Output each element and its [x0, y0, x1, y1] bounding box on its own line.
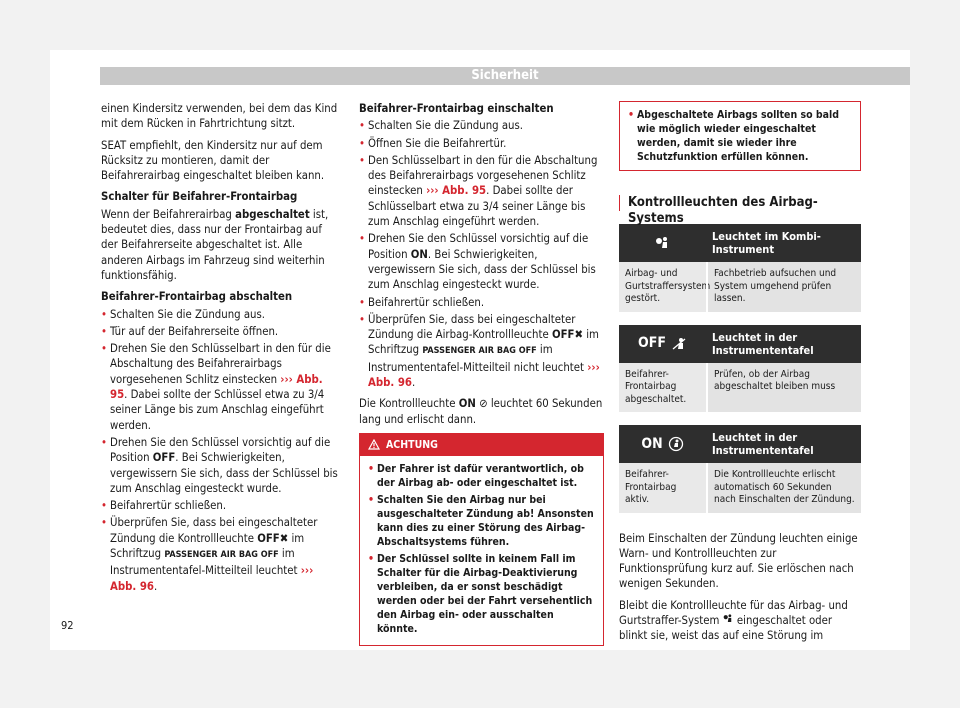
warning-header	[360, 434, 603, 456]
list-item: • Drehen Sie den Schlüssel vorsichtig auf die Position ON. Bei Schwierigkeiten, vergewissern Sie sich, dass der Schlüssel bis zum Anschlag eingesteckt wurde.	[359, 231, 604, 292]
airbag-off-icon: ✖	[279, 531, 289, 545]
warning-item: • Der Schlüssel sollte in keinem Fall im Schalter für die Airbag-Deaktivierung verbleiben, da er sonst beschädigt werden oder bei der Fahrt versehentlich den Airbag ein- oder ausschalten könnte.	[368, 552, 595, 636]
off-symbol: OFF	[152, 451, 176, 465]
list-item: • Drehen Sie den Schlüsselbart in den für die Abschaltung des Beifahrerairbags vorgesehenen Schlitz einstecken ››› Abb. 95. Dabei sollte der Schlüssel etwa zu 3/4 seiner Länge bis zum Anschlag eingeführt werden.	[101, 341, 341, 433]
paragraph: Bleibt die Kontrollleuchte für das Airbag- und Gurtstraffer-System eingeschaltet oder blinkt sie, weist das auf eine Störung im	[619, 598, 848, 643]
list-item: • Den Schlüsselbart in den für die Abschaltung des Beifahrerairbags vorgesehenen Schlitz einstecken ››› Abb. 95. Dabei sollte der Schlüsselbart etwa zu 3/4 seiner Länge bis zum Anschlag eingeführt werden.	[359, 153, 604, 229]
table-cell-condition: Beifahrer-Frontairbag abgeschaltet.	[619, 363, 706, 413]
table-header: Leuchtet in der Instrumententafel	[712, 330, 814, 357]
table-cell-condition: Beifahrer-Frontairbag aktiv.	[619, 463, 706, 513]
passenger-airbag-off-label: PASSENGER AIR BAG OFF	[422, 346, 537, 357]
warning-light-table-1	[619, 224, 861, 312]
page-number: 92	[61, 619, 74, 632]
airbag-on-icon	[668, 436, 684, 452]
step-list	[101, 307, 341, 594]
note-item: • Abgeschaltete Airbags sollten so bald wie möglich wieder eingeschaltet werden, damit sie wieder ihre Schutzfunktion erfüllen können.	[628, 108, 852, 164]
column-3	[619, 101, 861, 650]
table-header: Leuchtet im Kombi-Instrument	[712, 230, 821, 256]
list-item: • Drehen Sie den Schlüssel vorsichtig auf die Position OFF. Bei Schwierigkeiten, vergewissern Sie sich, dass der Schlüssel bis zum Anschlag eingesteckt wurde.	[101, 435, 341, 496]
warning-light-table-3	[619, 425, 861, 513]
figure-link[interactable]: ››› Abb. 95	[110, 372, 323, 402]
subheading: Beifahrer-Frontairbag einschalten	[359, 102, 554, 115]
list-item: • Schalten Sie die Zündung aus.	[101, 307, 341, 322]
warning-list	[368, 462, 595, 636]
airbag-off-icon	[671, 337, 687, 351]
warning-triangle-icon	[368, 439, 380, 450]
paragraph: Wenn der Beifahrerairbag abgeschaltet ist, bedeutet dies, dass nur der Frontairbag auf der Beifahrerseite abgeschaltet ist. Alle anderen Airbags im Fahrzeug sind weiterhin funktionsfähig.	[101, 207, 329, 282]
paragraph: einen Kindersitz verwenden, bei dem das Kind mit dem Rücken in Fahrtrichtung sitzt.	[101, 102, 338, 131]
figure-link[interactable]: ››› Abb. 95	[426, 184, 487, 198]
subheading: Schalter für Beifahrer-Frontairbag	[101, 190, 298, 204]
passenger-airbag-off-label: PASSENGER AIR BAG OFF	[164, 550, 279, 561]
warning-box	[359, 433, 604, 646]
on-symbol: ON	[410, 247, 428, 261]
table-cell-action: Prüfen, ob der Airbag abgeschaltet bleiben muss	[706, 363, 861, 413]
list-item: • Schalten Sie die Zündung aus.	[359, 118, 604, 133]
table-cell-condition: Airbag- und Gurtstraffersystem gestört.	[619, 262, 706, 312]
off-symbol: OFF	[638, 335, 666, 352]
warning-item: • Der Fahrer ist dafür verantwortlich, ob der Airbag ab- oder eingeschaltet ist.	[368, 462, 595, 490]
table-cell-action: Fachbetrieb aufsuchen und System umgehend prüfen lassen.	[706, 262, 861, 312]
paragraph: Beim Einschalten der Zündung leuchten einige Warn- und Kontrollleuchten zur Funktionsprüfung kurz auf. Sie erlöschen nach wenigen Sekunden.	[619, 531, 858, 591]
figure-link[interactable]: ››› Abb. 96	[110, 564, 314, 593]
list-item: • Öffnen Sie die Beifahrertür.	[359, 136, 604, 151]
column-1	[101, 101, 341, 600]
list-item: • Beifahrertür schließen.	[101, 498, 341, 513]
table-cell-action: Die Kontrollleuchte erlischt automatisch 60 Sekunden nach Einschalten der Zündung.	[706, 463, 861, 513]
step-list	[359, 118, 604, 390]
airbag-on-icon: ⊘	[475, 397, 488, 411]
airbag-warning-icon	[655, 236, 671, 250]
warning-item: • Schalten Sie den Airbag nur bei ausgeschalteter Zündung ab! Ansonsten kann dies zu einer Störung des Airbag-Abschaltsystems führen.	[368, 493, 595, 549]
off-symbol: OFF	[551, 328, 575, 342]
subheading: Beifahrer-Frontairbag abschalten	[101, 290, 293, 304]
on-symbol: ON	[458, 397, 476, 411]
airbag-warning-icon	[723, 613, 734, 624]
warning-title: ACHTUNG	[386, 438, 438, 451]
figure-link[interactable]: ››› Abb. 96	[368, 360, 600, 390]
airbag-off-icon: ✖	[574, 328, 583, 342]
list-item: • Überprüfen Sie, dass bei eingeschalteter Zündung die Kontrollleuchte OFF✖ im Schriftzug PASSENGER AIR BAG OFF im Instrumententafel-Mitteilteil leuchtet ››› Abb. 96.	[101, 515, 341, 593]
paragraph: Die Kontrollleuchte ON ⊘ leuchtet 60 Sekunden lang und erlischt dann.	[359, 397, 603, 426]
paragraph: SEAT empfiehlt, den Kindersitz nur auf dem Rücksitz zu montieren, damit der Beifahrerairbag eingeschaltet bleiben kann.	[101, 138, 325, 183]
table-header: Leuchtet in der Instrumententafel	[712, 431, 814, 457]
on-symbol: ON	[641, 435, 663, 452]
list-item: • Tür auf der Beifahrerseite öffnen.	[101, 324, 341, 339]
column-2	[359, 101, 604, 646]
list-item: • Beifahrertür schließen.	[359, 295, 604, 310]
warning-light-table-2	[619, 325, 861, 413]
page-header: Sicherheit	[100, 67, 910, 85]
note-box	[619, 101, 861, 171]
section-title: Kontrollleuchten des Airbag-Systems	[619, 195, 861, 211]
manual-page	[50, 50, 910, 650]
list-item: • Überprüfen Sie, dass bei eingeschalteter Zündung die Airbag-Kontrollleuchte OFF✖ im Schriftzug PASSENGER AIR BAG OFF im Instrumententafel-Mitteilteil nicht leuchtet ››› Abb. 96.	[359, 312, 604, 390]
off-symbol: OFF	[257, 531, 280, 545]
